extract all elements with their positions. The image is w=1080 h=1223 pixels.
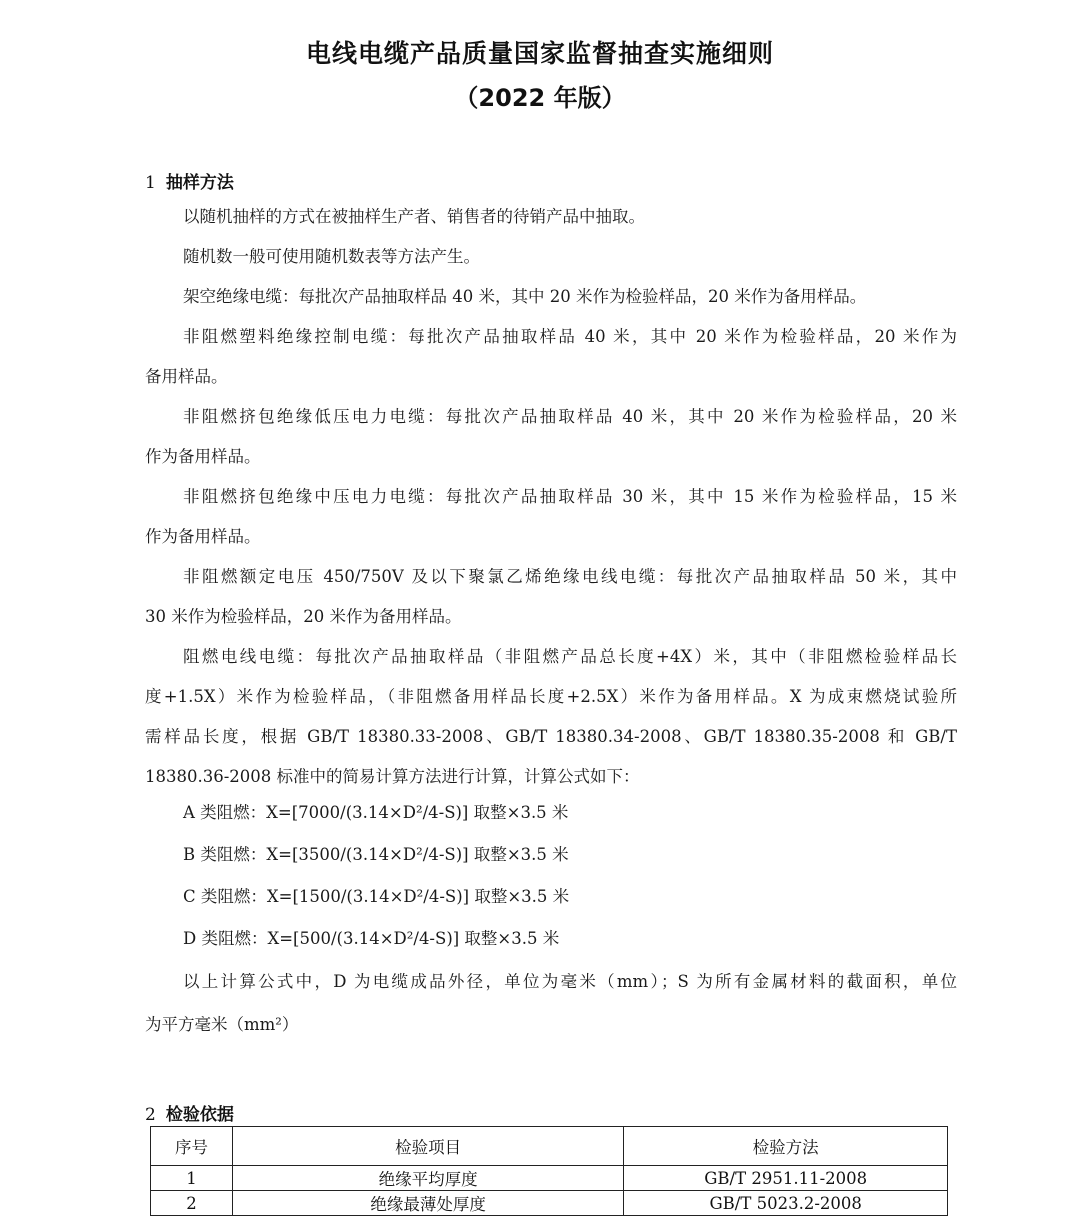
- paragraph-line: 以上计算公式中，D 为电缆成品外径，单位为毫米（mm）；S 为所有金属材料的截面积，单位: [183, 972, 957, 991]
- inspection-table: [150, 1126, 948, 1216]
- paragraph-line: 度+1.5X）米作为检验样品，（非阻燃备用样品长度+2.5X）米作为备用样品。X 为成束燃烧试验所: [145, 687, 957, 706]
- formula-line: A 类阻燃：X=[7000/(3.14×D²/4-S)] 取整×3.5 米: [183, 803, 569, 822]
- table-row: [151, 1166, 948, 1191]
- paragraph-line: 随机数一般可使用随机数表等方法产生。: [183, 247, 480, 266]
- section-number: 1: [145, 173, 156, 193]
- column-header-method: 检验方法: [624, 1127, 948, 1166]
- formula-line: B 类阻燃：X=[3500/(3.14×D²/4-S)] 取整×3.5 米: [183, 845, 569, 864]
- paragraph-line: 架空绝缘电缆：每批次产品抽取样品 40 米，其中 20 米作为检验样品，20 米作为备用样品。: [183, 287, 867, 306]
- paragraph-line: 以随机抽样的方式在被抽样生产者、销售者的待销产品中抽取。: [183, 207, 645, 226]
- paragraph-line: 阻燃电线电缆：每批次产品抽取样品（非阻燃产品总长度+4X）米，其中（非阻燃检验样品长: [183, 647, 957, 666]
- paragraph-line: 非阻燃挤包绝缘中压电力电缆：每批次产品抽取样品 30 米，其中 15 米作为检验样品，15 米: [183, 487, 957, 506]
- table-cell: 绝缘平均厚度: [232, 1166, 623, 1191]
- paragraph-line: 非阻燃额定电压 450/750V 及以下聚氯乙烯绝缘电线电缆：每批次产品抽取样品 50 米，其中: [183, 567, 957, 586]
- document-subtitle: （2022 年版）: [454, 84, 626, 112]
- paragraph-line: 30 米作为检验样品，20 米作为备用样品。: [145, 607, 462, 626]
- paragraph-line: 备用样品。: [145, 367, 228, 386]
- paragraph-line: 作为备用样品。: [145, 527, 261, 546]
- section-1-heading: [145, 168, 234, 193]
- paragraph-line: 需样品长度，根据 GB/T 18380.33-2008、GB/T 18380.34-2008、GB/T 18380.35-2008 和 GB/T: [145, 727, 957, 746]
- section-title: 检验依据: [165, 1105, 234, 1125]
- document-title: 电线电缆产品质量国家监督抽查实施细则: [305, 39, 774, 68]
- formula-line: D 类阻燃：X=[500/(3.14×D²/4-S)] 取整×3.5 米: [183, 929, 560, 948]
- table-cell: 1: [151, 1166, 233, 1191]
- table-cell: GB/T 2951.11-2008: [624, 1166, 948, 1191]
- column-header-item: 检验项目: [232, 1127, 623, 1166]
- paragraph-line: 作为备用样品。: [145, 447, 261, 466]
- formula-line: C 类阻燃：X=[1500/(3.14×D²/4-S)] 取整×3.5 米: [183, 887, 570, 906]
- section-number: 2: [145, 1105, 156, 1125]
- section-title: 抽样方法: [165, 173, 234, 193]
- table-header-row: [151, 1127, 948, 1166]
- column-header-serial: 序号: [151, 1127, 233, 1166]
- table-cell: GB/T 5023.2-2008: [624, 1191, 948, 1216]
- section-2-heading: [145, 1100, 234, 1125]
- paragraph-line: 为平方毫米（mm²）: [145, 1015, 299, 1034]
- paragraph-line: 非阻燃挤包绝缘低压电力电缆：每批次产品抽取样品 40 米，其中 20 米作为检验样品，20 米: [183, 407, 957, 426]
- table-cell: 2: [151, 1191, 233, 1216]
- table-row: [151, 1191, 948, 1216]
- paragraph-line: 18380.36-2008 标准中的简易计算方法进行计算，计算公式如下：: [145, 767, 640, 786]
- paragraph-line: 非阻燃塑料绝缘控制电缆：每批次产品抽取样品 40 米，其中 20 米作为检验样品，20 米作为: [183, 327, 957, 346]
- table-cell: 绝缘最薄处厚度: [232, 1191, 623, 1216]
